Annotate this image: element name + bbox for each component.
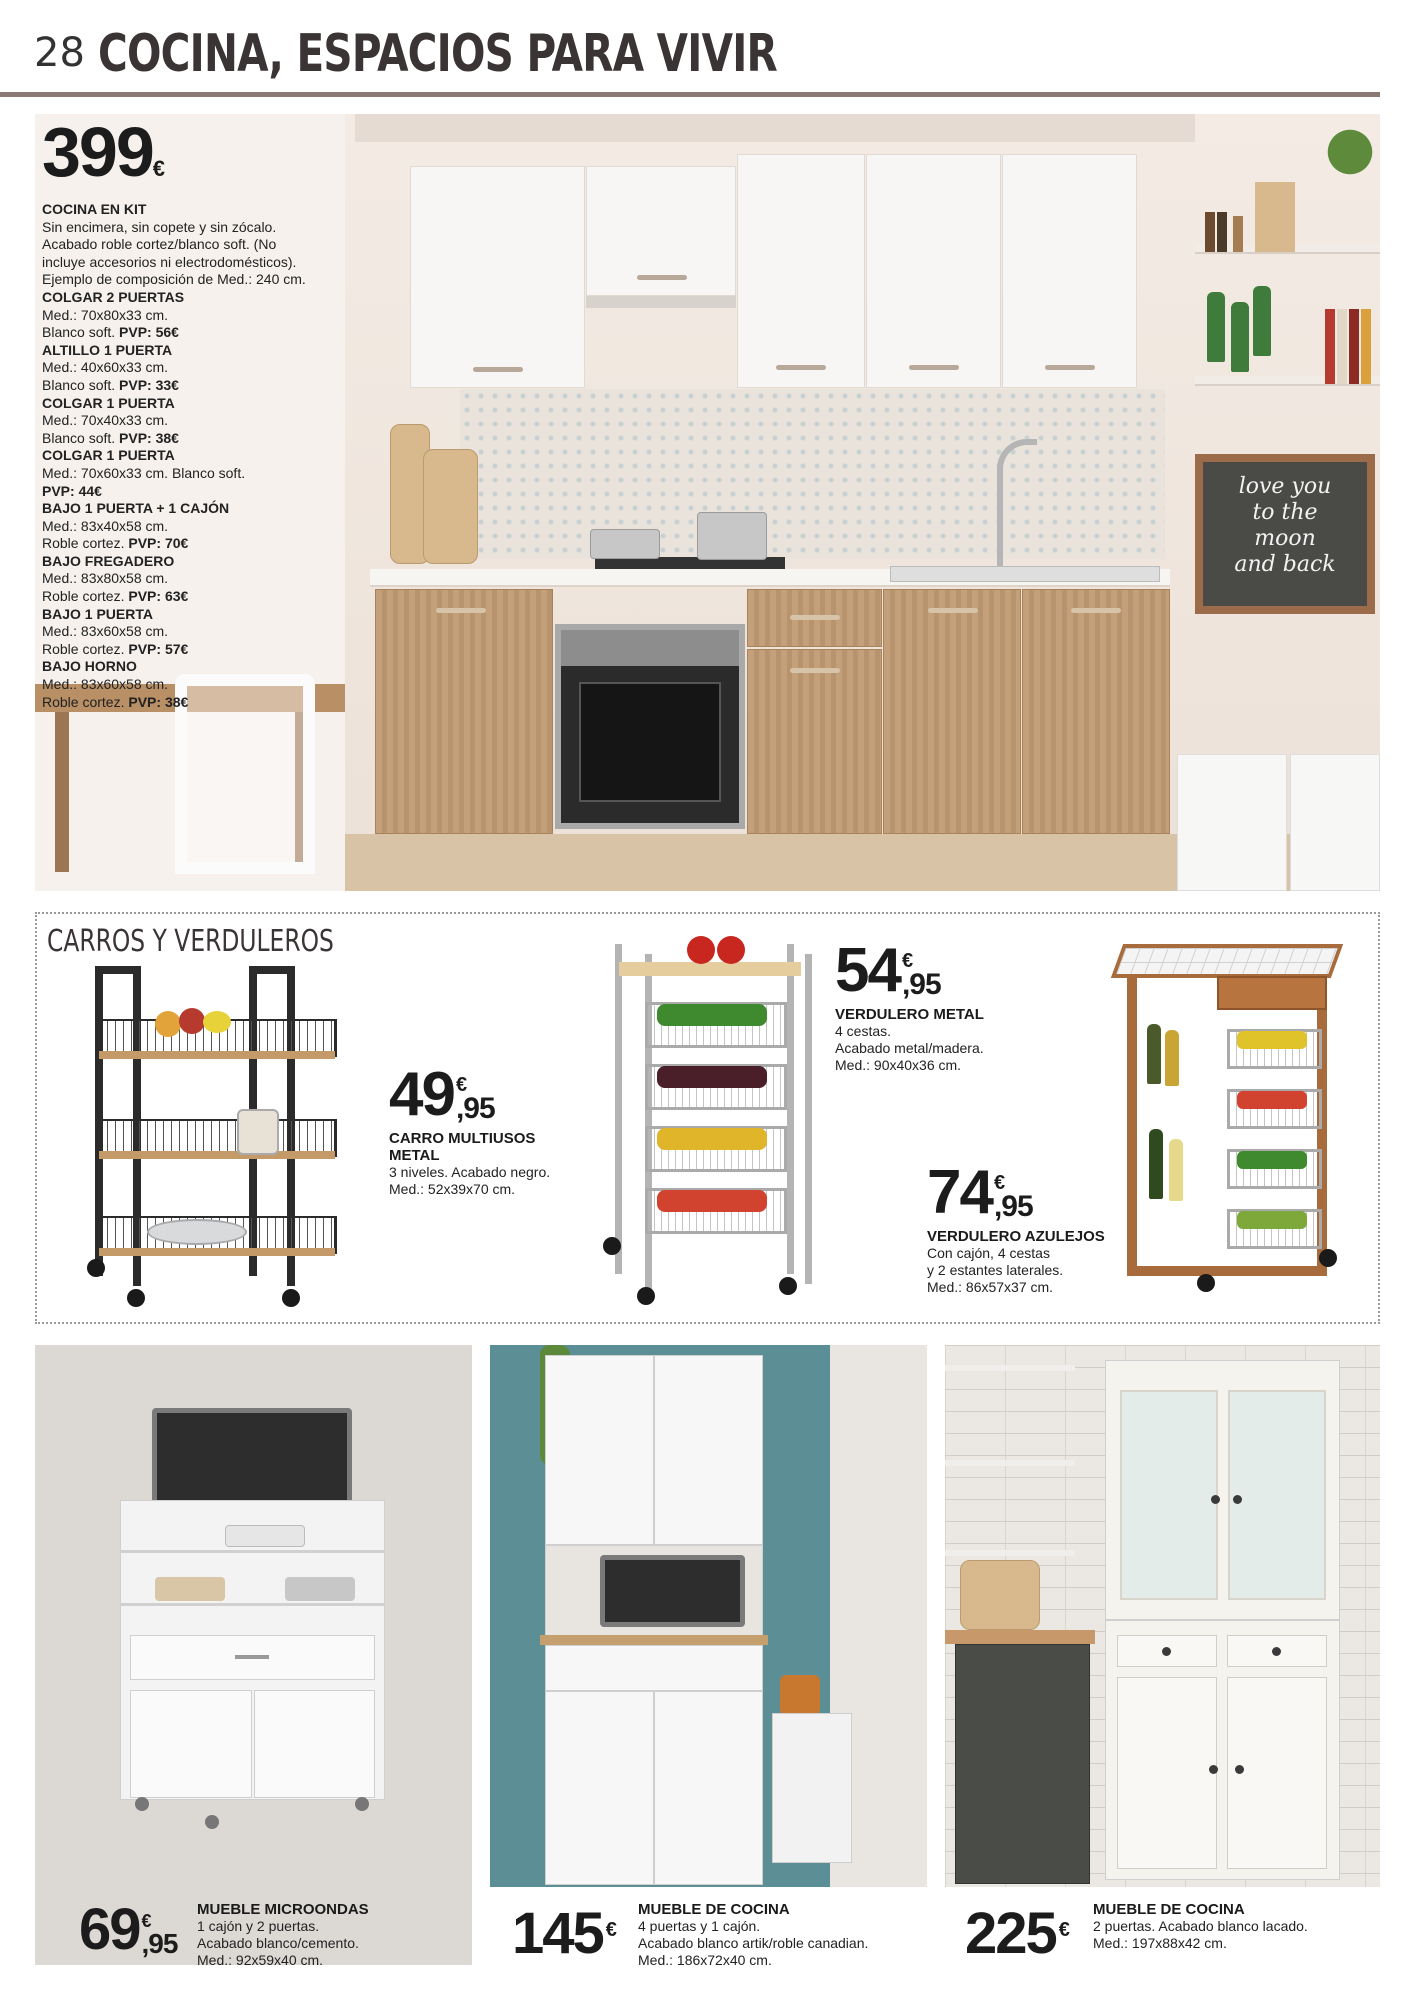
spec-title: COCINA EN KIT [42, 201, 147, 217]
microwave [152, 1408, 352, 1508]
spec-line: Med.: 83x60x58 cm. [42, 623, 169, 640]
cutting-board [960, 1560, 1040, 1630]
product-desc: 1 cajón y 2 puertas. [197, 1918, 320, 1934]
fruit [203, 1011, 231, 1033]
caption [490, 1887, 927, 1965]
oil-bottle [1165, 1030, 1179, 1086]
knob [1211, 1495, 1220, 1504]
spec-line: Med.: 83x80x58 cm. [42, 570, 169, 587]
cabinet-door [130, 1690, 252, 1798]
currency-symbol: € [152, 156, 166, 181]
vegetables [657, 1128, 767, 1150]
wheel [355, 1797, 369, 1811]
table-leg [55, 712, 69, 872]
knob [1233, 1495, 1242, 1504]
base-cabinet [1022, 589, 1170, 834]
tiled-top [1111, 944, 1343, 978]
cart-post [805, 954, 812, 1284]
worktop [945, 1630, 1095, 1644]
wheel [779, 1277, 797, 1295]
spec-finish: Roble cortez. [42, 535, 125, 552]
spec-title: BAJO 1 PUERTA + 1 CAJÓN [42, 500, 230, 517]
spec-line: Ejemplo de composición de Med.: 240 cm. [42, 271, 306, 288]
waste-bin [1290, 754, 1380, 891]
oven [555, 624, 745, 829]
sink [890, 566, 1160, 582]
panel-mueble-cocina-145 [490, 1345, 927, 1965]
dark-cabinet [955, 1644, 1090, 1884]
product-name: VERDULERO AZULEJOS [927, 1228, 1105, 1245]
vegetables [1237, 1091, 1307, 1109]
cart-handle [95, 966, 141, 974]
wine-bottle [1147, 1024, 1161, 1084]
base-cabinet [883, 589, 1021, 834]
frying-pan [590, 529, 660, 559]
vegetables [1237, 1151, 1307, 1169]
cabinet-shelf [120, 1603, 385, 1606]
currency-symbol: € [455, 1074, 468, 1096]
fruit [155, 1011, 181, 1037]
vegetables [657, 1004, 767, 1026]
green-bottle [1231, 302, 1249, 372]
price-int: 225 [965, 1901, 1056, 1965]
product-verdulero-metal [835, 936, 1055, 1074]
glass-door [1228, 1390, 1326, 1600]
product-desc: 4 puertas y 1 cajón. [638, 1918, 761, 1934]
spec-pvp: PVP: 44€ [42, 482, 102, 499]
product-info [1093, 1901, 1378, 1952]
wheel [282, 1289, 300, 1307]
price [79, 1897, 178, 1962]
spec-finish: Blanco soft. [42, 376, 116, 393]
spec-finish: Blanco soft. [42, 324, 116, 341]
kit-price: 399€ [42, 113, 166, 191]
product-desc: Med.: 52x39x70 cm. [389, 1181, 516, 1197]
wheel [637, 1287, 655, 1305]
oak-worktop [540, 1635, 768, 1645]
spec-finish: Roble cortez. [42, 693, 125, 710]
product-desc: Med.: 197x88x42 cm. [1093, 1935, 1227, 1951]
spec-finish: Roble cortez. [42, 588, 125, 605]
price [512, 1901, 617, 1965]
price-int: 54 [835, 936, 900, 1005]
wheel [1197, 1274, 1215, 1292]
wall-cabinet [737, 154, 865, 388]
product-desc: Acabado blanco artik/roble canadian. [638, 1935, 869, 1951]
spec-finish: Roble cortez. [42, 640, 125, 657]
header-divider [0, 92, 1380, 97]
product-desc: Med.: 90x40x36 cm. [835, 1057, 962, 1073]
spec-line: Med.: 70x60x33 cm. Blanco soft. [42, 464, 246, 481]
apple [717, 936, 745, 964]
currency-symbol: € [993, 1172, 1006, 1194]
cabinet-door [254, 1690, 375, 1798]
wall-cabinet [410, 166, 585, 388]
spec-line: Med.: 70x40x33 cm. [42, 412, 169, 429]
vegetables [1237, 1031, 1307, 1049]
drawer [747, 589, 882, 647]
spec-title: BAJO HORNO [42, 658, 137, 675]
price-int: 145 [512, 1901, 603, 1965]
base-cabinet [375, 589, 553, 834]
drawer [1217, 976, 1327, 1010]
product-name: MUEBLE DE COCINA [1093, 1901, 1245, 1918]
price [927, 1158, 1127, 1227]
chalk-line: moon [1254, 526, 1316, 551]
product-desc: Acabado blanco/cemento. [197, 1935, 359, 1951]
spec-line: Med.: 83x40x58 cm. [42, 517, 169, 534]
knob [1209, 1765, 1218, 1774]
price-int: 69 [79, 1897, 140, 1962]
product-desc: Med.: 186x72x40 cm. [638, 1952, 772, 1965]
product-carro-multiusos [389, 1060, 599, 1198]
currency-symbol: € [141, 1911, 152, 1931]
panel-mueble-cocina-225 [945, 1345, 1380, 1965]
price-int: 49 [389, 1060, 454, 1129]
spec-title: COLGAR 1 PUERTA [42, 394, 175, 411]
wall-cabinet-altillo [586, 166, 736, 296]
wheel [87, 1259, 105, 1277]
page-header [0, 0, 1419, 98]
waste-bin [1177, 754, 1287, 891]
product-name: CARRO MULTIUSOS METAL [389, 1130, 536, 1164]
price-decimals: ,95 [993, 1190, 1033, 1223]
wall-shelf [1195, 376, 1380, 386]
price-int: 74 [927, 1158, 992, 1227]
product-desc: Acabado metal/madera. [835, 1040, 984, 1056]
glass-jar [237, 1109, 279, 1155]
product-desc: Con cajón, 4 cestas [927, 1245, 1050, 1261]
spec-line: Sin encimera, sin copete y sin zócalo. [42, 218, 277, 235]
knob [1272, 1647, 1281, 1656]
drawer-handle [235, 1655, 269, 1659]
cabinet-shelf [120, 1550, 385, 1553]
cabinet-door [1117, 1677, 1217, 1869]
spec-pvp: PVP: 57€ [128, 640, 189, 657]
door-split [653, 1690, 655, 1885]
chalk-line: to the [1252, 500, 1318, 525]
vegetables [657, 1066, 767, 1088]
stool [772, 1713, 852, 1863]
microwave [600, 1555, 745, 1627]
spec-pvp: PVP: 33€ [119, 376, 179, 393]
wall-shelf [945, 1550, 1075, 1556]
faucet [997, 439, 1037, 569]
ceiling-beam [355, 114, 1195, 142]
price-decimals: ,95 [141, 1928, 178, 1959]
price-decimals: ,95 [455, 1092, 495, 1125]
section-title: CARROS Y VERDULEROS [47, 924, 334, 959]
product-name: VERDULERO METAL [835, 1006, 984, 1023]
cart-tray [99, 1248, 335, 1256]
plant-pot [780, 1675, 820, 1715]
extractor-hood [586, 296, 736, 308]
spec-pvp: PVP: 63€ [128, 588, 189, 605]
wall-cabinet [1002, 154, 1137, 388]
spec-line: Med.: 70x80x33 cm. [42, 306, 169, 323]
spec-finish: Blanco soft. [42, 429, 116, 446]
product-desc: 2 puertas. Acabado blanco lacado. [1093, 1918, 1308, 1934]
kit-kitchen-info [42, 113, 362, 711]
caption [945, 1887, 1380, 1965]
price-decimals: ,95 [901, 968, 941, 1001]
wood-top [619, 962, 801, 976]
spec-line: Med.: 40x60x33 cm. [42, 359, 169, 376]
white-wall [830, 1345, 927, 1965]
wall-shelf [945, 1365, 1075, 1371]
product-desc: y 2 estantes laterales. [927, 1262, 1064, 1278]
cart-tray [99, 1151, 335, 1159]
wall-cabinet [866, 154, 1001, 388]
caption [35, 1887, 472, 1965]
apple [687, 936, 715, 964]
spec-title: COLGAR 2 PUERTAS [42, 288, 185, 305]
spec-line: Med.: 83x60x58 cm. [42, 676, 169, 693]
currency-symbol: € [605, 1919, 617, 1941]
wheel [135, 1797, 149, 1811]
product-desc: Med.: 86x57x37 cm. [927, 1279, 1054, 1295]
vegetables [657, 1190, 767, 1212]
cart-post [615, 944, 622, 1274]
wall-shelf [1195, 244, 1380, 254]
plates [147, 1219, 247, 1245]
spec-title: BAJO 1 PUERTA [42, 605, 153, 622]
spec-title: ALTILLO 1 PUERTA [42, 341, 173, 358]
cart-post [787, 944, 794, 1274]
cooking-pot [697, 512, 767, 560]
wheel [205, 1815, 219, 1829]
backsplash-tiles [460, 389, 1165, 559]
spec-title: COLGAR 1 PUERTA [42, 447, 175, 464]
product-verdulero-azulejos [927, 1158, 1127, 1296]
wine-bottle [1169, 1139, 1183, 1201]
spec-pvp: PVP: 38€ [128, 693, 189, 710]
page-title: COCINA, ESPACIOS PARA VIVIR [98, 24, 777, 84]
product-desc: 4 cestas. [835, 1023, 892, 1039]
knob [1235, 1765, 1244, 1774]
wall-shelf [945, 1460, 1075, 1466]
dishes [155, 1577, 225, 1601]
currency-symbol: € [1058, 1919, 1070, 1941]
chalk-line: and back [1234, 552, 1336, 577]
green-bottle [1253, 286, 1271, 356]
knob [1162, 1647, 1171, 1656]
kit-specs [42, 201, 362, 711]
green-bottle [1207, 292, 1225, 362]
dishes [285, 1577, 355, 1601]
dishes [225, 1525, 305, 1547]
product-info [197, 1901, 457, 1965]
spec-pvp: PVP: 70€ [128, 535, 189, 552]
carts-section [35, 912, 1380, 1324]
fruit [179, 1008, 205, 1034]
spec-line: Acabado roble cortez/blanco soft. (No [42, 236, 277, 253]
price [389, 1060, 599, 1129]
wheel [127, 1289, 145, 1307]
wheel [1319, 1249, 1337, 1267]
spec-pvp: PVP: 56€ [119, 324, 179, 341]
page-number: 28 [34, 30, 85, 76]
door-split [653, 1355, 655, 1545]
cart-handle [249, 966, 295, 974]
spec-pvp: PVP: 38€ [119, 429, 179, 446]
price [965, 1901, 1070, 1965]
cart-tray [99, 1051, 335, 1059]
glass-door [1120, 1390, 1218, 1600]
vegetables [1237, 1211, 1307, 1229]
product-info [638, 1901, 927, 1965]
spec-title: BAJO FREGADERO [42, 552, 175, 569]
chalkboard [1195, 454, 1375, 614]
wheel [603, 1237, 621, 1255]
chalk-line: love you [1238, 474, 1332, 499]
wine-bottle [1149, 1129, 1163, 1199]
product-name: MUEBLE MICROONDAS [197, 1901, 369, 1918]
product-desc: 3 niveles. Acabado negro. [389, 1164, 551, 1180]
product-name: MUEBLE DE COCINA [638, 1901, 790, 1918]
potted-plant [1325, 124, 1375, 194]
currency-symbol: € [901, 950, 914, 972]
panel-mueble-microondas [35, 1345, 472, 1965]
spec-line: incluye accesorios ni electrodomésticos). [42, 253, 297, 270]
product-desc: Med.: 92x59x40 cm. [197, 1952, 324, 1965]
price [835, 936, 1055, 1005]
base-cabinet [747, 649, 882, 834]
cutting-board [423, 449, 478, 564]
